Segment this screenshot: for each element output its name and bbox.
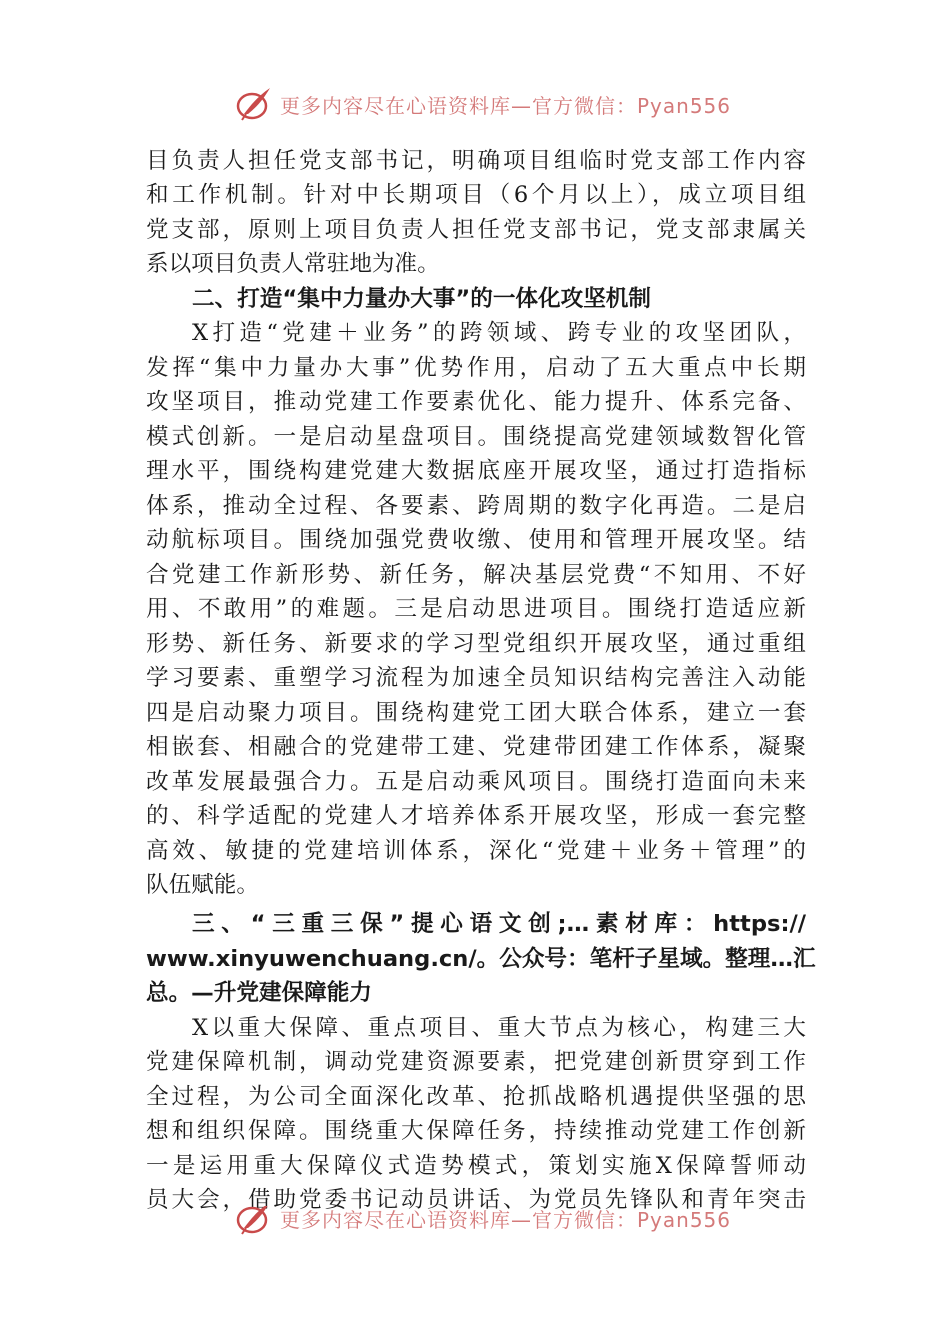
body-line: 形势、新任务、新要求的学习型党组织开展攻坚，通过重组 bbox=[146, 631, 806, 657]
body-line: 高效、敏捷的党建培训体系，深化“党建＋业务＋管理”的 bbox=[146, 838, 806, 864]
body-line: 改革发展最强合力。五是启动乘风项目。围绕打造面向未来 bbox=[146, 769, 806, 795]
body-line: 目负责人担任党支部书记，明确项目组临时党支部工作内容 bbox=[146, 148, 806, 174]
body-line: 相嵌套、相融合的党建带工建、党建带团建工作体系，凝聚 bbox=[146, 734, 806, 760]
body-line: 理水平，围绕构建党建大数据底座开展攻坚，通过打造指标 bbox=[146, 458, 806, 484]
body-line: 合党建工作新形势、新任务，解决基层党费“不知用、不好 bbox=[146, 562, 806, 588]
body-line: 学习要素、重塑学习流程为加速全员知识结构完善注入动能 bbox=[146, 665, 806, 691]
body-line: 想和组织保障。围绕重大保障任务，持续推动党建工作创新 bbox=[146, 1118, 806, 1144]
body-line: 体系，推动全过程、各要素、跨周期的数字化再造。二是启 bbox=[146, 493, 806, 519]
body-line: 发挥“集中力量办大事”优势作用，启动了五大重点中长期 bbox=[146, 355, 806, 381]
body-line: 四是启动聚力项目。围绕构建党工团大联合体系，建立一套 bbox=[146, 700, 806, 726]
body-line: 系以项目负责人常驻地为准。 bbox=[146, 251, 440, 277]
body-line: 动航标项目。围绕加强党费收缴、使用和管理开展攻坚。结 bbox=[146, 527, 806, 553]
section-heading: www.xinyuwenchuang.cn/。公众号：笔杆子星域。整理…汇 bbox=[146, 946, 816, 972]
header-watermark bbox=[0, 84, 950, 124]
body-line: 和工作机制。针对中长期项目（6个月以上），成立项目组 bbox=[146, 182, 806, 208]
body-line: 员大会，借助党委书记动员讲话、为党员先锋队和青年突击 bbox=[146, 1187, 806, 1213]
body-line: 队伍赋能。 bbox=[146, 872, 259, 898]
section-heading: 二、打造“集中力量办大事”的一体化攻坚机制 bbox=[192, 286, 651, 312]
footer-watermark bbox=[0, 1206, 950, 1236]
section-heading: 总。—升党建保障能力 bbox=[146, 980, 372, 1006]
body-line: 攻坚项目，推动党建工作要素优化、能力提升、体系完备、 bbox=[146, 389, 806, 415]
body-line: X以重大保障、重点项目、重大节点为核心，构建三大 bbox=[192, 1015, 806, 1041]
quill-logo-icon bbox=[234, 84, 274, 124]
quill-logo-icon bbox=[234, 1206, 274, 1236]
body-line: 模式创新。一是启动星盘项目。围绕提高党建领域数智化管 bbox=[146, 424, 806, 450]
body-line: 用、不敢用”的难题。三是启动思进项目。围绕打造适应新 bbox=[146, 596, 806, 622]
body-line: 一是运用重大保障仪式造势模式，策划实施X保障誓师动 bbox=[146, 1153, 806, 1179]
body-line: 党支部，原则上项目负责人担任党支部书记，党支部隶属关 bbox=[146, 217, 806, 243]
section-heading: 三、“三重三保”提心语文创;…素材库：https:// bbox=[192, 911, 806, 937]
body-line: 党建保障机制，调动党建资源要素，把党建创新贯穿到工作 bbox=[146, 1049, 806, 1075]
body-line: X打造“党建＋业务”的跨领域、跨专业的攻坚团队， bbox=[192, 320, 806, 346]
watermark-text: 更多内容尽在心语资料库—官方微信：Pyan556 bbox=[280, 1207, 732, 1232]
body-line: 全过程，为公司全面深化改革、抢抓战略机遇提供坚强的思 bbox=[146, 1084, 806, 1110]
body-line: 的、科学适配的党建人才培养体系开展攻坚，形成一套完整 bbox=[146, 803, 806, 829]
watermark-text: 更多内容尽在心语资料库—官方微信：Pyan556 bbox=[280, 93, 732, 118]
